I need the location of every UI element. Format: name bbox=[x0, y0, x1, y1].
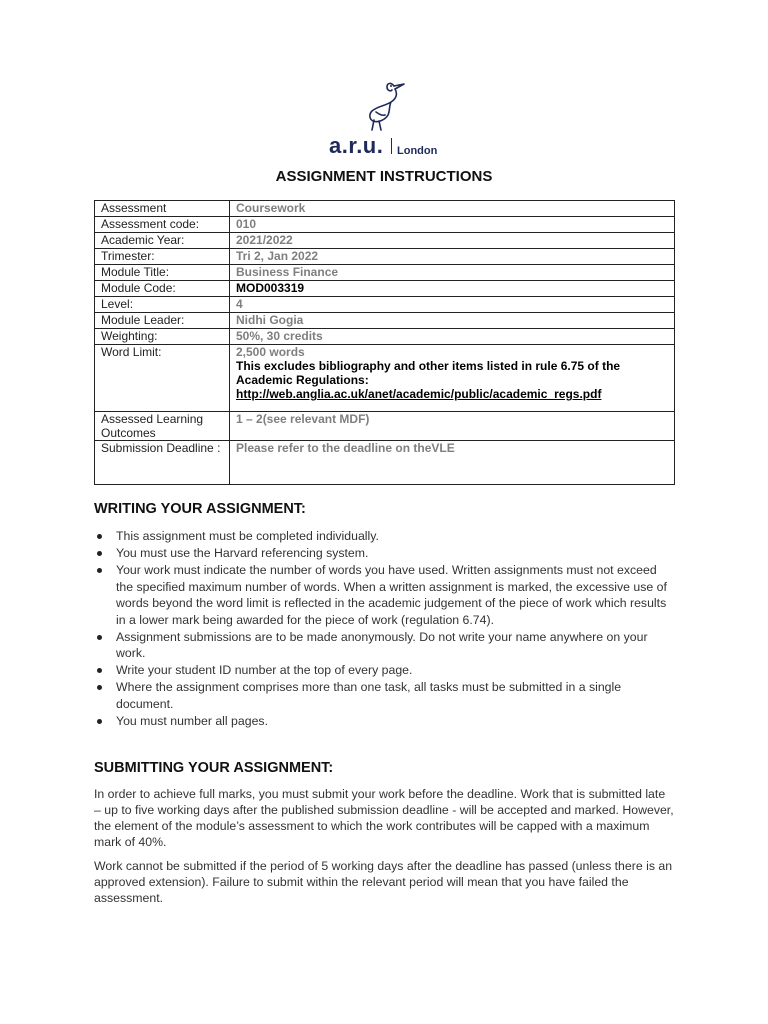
row-value: Nidhi Gogia bbox=[230, 313, 675, 329]
list-item bbox=[94, 713, 674, 730]
list-item bbox=[94, 545, 674, 562]
row-label: Assessment code: bbox=[95, 217, 230, 233]
row-value: Please refer to the deadline on theVLE bbox=[230, 441, 675, 485]
logo-brand: a.r.u. bbox=[329, 133, 384, 158]
row-value: 2021/2022 bbox=[230, 233, 675, 249]
list-item-text: Write your student ID number at the top of every page. bbox=[116, 663, 413, 677]
row-label: Assessed Learning Outcomes bbox=[95, 412, 230, 441]
row-label: Weighting: bbox=[95, 329, 230, 345]
submitting-heading: SUBMITTING YOUR ASSIGNMENT: bbox=[94, 760, 334, 776]
heron-icon bbox=[360, 78, 410, 134]
list-item bbox=[94, 528, 674, 545]
submitting-paragraph-1: In order to achieve full marks, you must submit your work before the deadline. Work that is submitted late – up to five working days after the published submission deadline - will be accepted and marked. However, the element of the module’s assessment to which the work contributes will be capped with a maximum mark of 40%. bbox=[94, 787, 674, 849]
table-row bbox=[95, 297, 675, 313]
row-label: Module Leader: bbox=[95, 313, 230, 329]
table-row bbox=[95, 345, 675, 412]
table-row bbox=[95, 201, 675, 217]
list-item bbox=[94, 629, 674, 662]
word-limit-cell bbox=[230, 345, 675, 412]
list-item-text: Where the assignment comprises more than one task, all tasks must be submitted in a single document. bbox=[116, 680, 622, 711]
list-item bbox=[94, 662, 674, 679]
bullet-icon bbox=[97, 685, 102, 690]
row-label: Trimester: bbox=[95, 249, 230, 265]
list-item-text: You must number all pages. bbox=[116, 713, 268, 728]
page-title: ASSIGNMENT INSTRUCTIONS bbox=[275, 168, 493, 185]
row-value: MOD003319 bbox=[230, 281, 675, 297]
writing-bullet-list bbox=[94, 528, 674, 730]
row-value: 4 bbox=[230, 297, 675, 313]
row-value: 1 – 2(see relevant MDF) bbox=[230, 412, 675, 441]
table-row bbox=[95, 313, 675, 329]
row-value: Business Finance bbox=[230, 265, 675, 281]
table-row bbox=[95, 441, 675, 485]
table-row bbox=[95, 265, 675, 281]
logo-city: London bbox=[397, 145, 438, 157]
assignment-details-table bbox=[94, 200, 675, 485]
row-value: 2,500 words bbox=[236, 345, 305, 359]
row-value: Coursework bbox=[230, 201, 675, 217]
list-item-text: You must use the Harvard referencing system. bbox=[116, 546, 369, 560]
bullet-icon bbox=[97, 534, 102, 539]
row-value: Tri 2, Jan 2022 bbox=[230, 249, 675, 265]
table-row bbox=[95, 233, 675, 249]
logo-divider bbox=[391, 138, 392, 154]
list-item-text: Assignment submissions are to be made anonymously. Do not write your name anywhere on your work. bbox=[116, 629, 648, 660]
row-label: Level: bbox=[95, 297, 230, 313]
submitting-paragraph-2: Work cannot be submitted if the period of 5 working days after the deadline has passed (unless there is an approved extension). Failure to submit within the relevant period will mean that you have failed the assessment. bbox=[94, 859, 673, 905]
aru-london-logo bbox=[326, 78, 446, 162]
list-item-text: Your work must indicate the number of words you have used. Written assignments must not exceed the specified maximum number of words. When a written assignment is marked, the excessive use of words beyond the word limit is reflected in the academic judgement of the piece of work which results in a lower mark being awarded for the piece of work (regulation 6.74). bbox=[116, 563, 667, 627]
list-item bbox=[94, 562, 674, 628]
table-row bbox=[95, 329, 675, 345]
list-item bbox=[94, 679, 674, 712]
row-label: Assessment bbox=[95, 201, 230, 217]
row-value: 010 bbox=[230, 217, 675, 233]
table-row bbox=[95, 412, 675, 441]
bullet-icon bbox=[97, 568, 102, 573]
bullet-icon bbox=[97, 668, 102, 673]
row-label: Module Title: bbox=[95, 265, 230, 281]
bullet-icon bbox=[97, 551, 102, 556]
table-row bbox=[95, 249, 675, 265]
bullet-icon bbox=[97, 635, 102, 640]
row-label: Word Limit: bbox=[95, 345, 230, 412]
row-value: 50%, 30 credits bbox=[230, 329, 675, 345]
table-row bbox=[95, 281, 675, 297]
row-label: Module Code: bbox=[95, 281, 230, 297]
list-item-text: This assignment must be completed individually. bbox=[116, 529, 379, 543]
writing-heading: WRITING YOUR ASSIGNMENT: bbox=[94, 501, 306, 517]
bullet-icon bbox=[97, 719, 102, 724]
row-label: Submission Deadline : bbox=[95, 441, 230, 485]
row-label: Academic Year: bbox=[95, 233, 230, 249]
table-row bbox=[95, 217, 675, 233]
academic-regs-link[interactable]: http://web.anglia.ac.uk/anet/academic/public/academic_regs.pdf bbox=[236, 387, 602, 401]
word-limit-note: This excludes bibliography and other items listed in rule 6.75 of the Academic Regulations: bbox=[236, 359, 621, 387]
